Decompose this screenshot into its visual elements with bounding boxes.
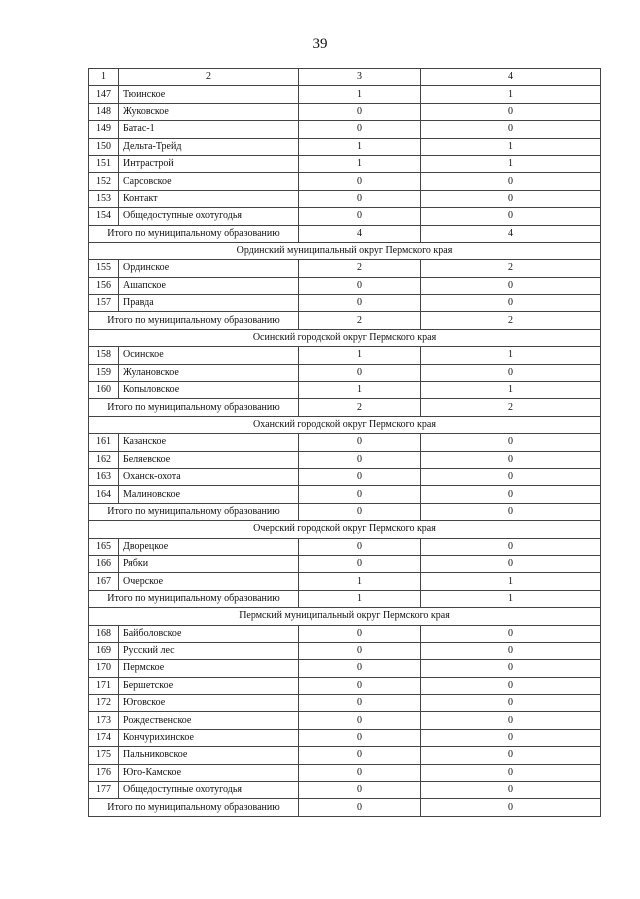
- row-col-3: 0: [299, 782, 421, 799]
- row-col-3: 0: [299, 677, 421, 694]
- district-heading-row: [89, 416, 601, 433]
- row-number: 150: [89, 138, 119, 155]
- district-heading-row: [89, 608, 601, 625]
- row-number: 163: [89, 468, 119, 485]
- row-col-3: 0: [299, 695, 421, 712]
- table-row: [89, 155, 601, 172]
- row-col-4: 0: [421, 451, 601, 468]
- row-col-3: 1: [299, 347, 421, 364]
- table-row: [89, 486, 601, 503]
- row-name: Пермское: [119, 660, 299, 677]
- total-label: Итого по муниципальному образованию: [89, 399, 299, 416]
- table-row: [89, 173, 601, 190]
- total-col-3: 2: [299, 312, 421, 329]
- row-col-4: 0: [421, 747, 601, 764]
- row-name: Интрастрой: [119, 155, 299, 172]
- row-number: 149: [89, 121, 119, 138]
- header-col-1: 1: [89, 69, 119, 86]
- total-col-3: 4: [299, 225, 421, 242]
- row-number: 170: [89, 660, 119, 677]
- total-col-3: 2: [299, 399, 421, 416]
- total-col-4: 2: [421, 399, 601, 416]
- total-col-3: 0: [299, 503, 421, 520]
- row-name: Сарсовское: [119, 173, 299, 190]
- row-number: 151: [89, 155, 119, 172]
- row-col-4: 0: [421, 103, 601, 120]
- row-col-4: 0: [421, 190, 601, 207]
- row-name: Тюинское: [119, 86, 299, 103]
- header-col-4: 4: [421, 69, 601, 86]
- total-label: Итого по муниципальному образованию: [89, 225, 299, 242]
- row-name: Юго-Камское: [119, 764, 299, 781]
- row-col-4: 0: [421, 173, 601, 190]
- table-row: [89, 677, 601, 694]
- row-name: Пальниковское: [119, 747, 299, 764]
- table-row: [89, 103, 601, 120]
- total-label: Итого по муниципальному образованию: [89, 312, 299, 329]
- row-col-3: 0: [299, 712, 421, 729]
- row-name: Беляевское: [119, 451, 299, 468]
- table-row: [89, 642, 601, 659]
- table-row: [89, 347, 601, 364]
- total-row: [89, 312, 601, 329]
- row-number: 173: [89, 712, 119, 729]
- row-number: 168: [89, 625, 119, 642]
- row-number: 154: [89, 208, 119, 225]
- row-col-3: 0: [299, 434, 421, 451]
- row-name: Ординское: [119, 260, 299, 277]
- row-col-3: 0: [299, 277, 421, 294]
- row-name: Казанское: [119, 434, 299, 451]
- district-heading: Ординский муниципальный округ Пермского края: [89, 242, 601, 259]
- row-col-3: 0: [299, 190, 421, 207]
- row-number: 164: [89, 486, 119, 503]
- table-row: [89, 468, 601, 485]
- row-col-4: 0: [421, 364, 601, 381]
- row-col-4: 0: [421, 538, 601, 555]
- row-number: 147: [89, 86, 119, 103]
- total-row: [89, 799, 601, 816]
- table-row: [89, 121, 601, 138]
- row-col-3: 1: [299, 155, 421, 172]
- row-col-4: 1: [421, 573, 601, 590]
- row-col-4: 0: [421, 642, 601, 659]
- table-row: [89, 277, 601, 294]
- table-row: [89, 295, 601, 312]
- row-col-4: 1: [421, 138, 601, 155]
- row-col-3: 0: [299, 208, 421, 225]
- row-number: 158: [89, 347, 119, 364]
- row-col-4: 0: [421, 121, 601, 138]
- table-row: [89, 573, 601, 590]
- district-heading-row: [89, 521, 601, 538]
- row-name: Очерское: [119, 573, 299, 590]
- row-name: Рябки: [119, 555, 299, 572]
- row-col-4: 1: [421, 86, 601, 103]
- header-col-3: 3: [299, 69, 421, 86]
- district-heading: Пермский муниципальный округ Пермского края: [89, 608, 601, 625]
- district-heading: Очерский городской округ Пермского края: [89, 521, 601, 538]
- row-number: 155: [89, 260, 119, 277]
- row-col-3: 0: [299, 625, 421, 642]
- row-col-4: 1: [421, 347, 601, 364]
- page-number: 39: [312, 36, 328, 52]
- header-col-2: 2: [119, 69, 299, 86]
- row-name: Дворецкое: [119, 538, 299, 555]
- row-number: 169: [89, 642, 119, 659]
- row-col-4: 1: [421, 155, 601, 172]
- row-col-3: 0: [299, 538, 421, 555]
- row-col-4: 0: [421, 712, 601, 729]
- total-row: [89, 399, 601, 416]
- total-col-4: 4: [421, 225, 601, 242]
- total-col-4: 0: [421, 503, 601, 520]
- row-number: 153: [89, 190, 119, 207]
- row-col-3: 0: [299, 747, 421, 764]
- row-col-4: 0: [421, 677, 601, 694]
- row-col-4: 1: [421, 382, 601, 399]
- table-row: [89, 382, 601, 399]
- header-row: [89, 69, 601, 86]
- row-name: Малиновское: [119, 486, 299, 503]
- row-col-4: 0: [421, 468, 601, 485]
- row-number: 152: [89, 173, 119, 190]
- row-number: 174: [89, 729, 119, 746]
- table-row: [89, 625, 601, 642]
- row-name: Копыловское: [119, 382, 299, 399]
- row-col-3: 0: [299, 103, 421, 120]
- row-col-3: 1: [299, 86, 421, 103]
- row-name: Правда: [119, 295, 299, 312]
- row-col-4: 0: [421, 782, 601, 799]
- row-number: 165: [89, 538, 119, 555]
- table-row: [89, 451, 601, 468]
- row-name: Осинское: [119, 347, 299, 364]
- row-name: Кончурихинское: [119, 729, 299, 746]
- table-row: [89, 260, 601, 277]
- row-col-4: 0: [421, 486, 601, 503]
- table-row: [89, 208, 601, 225]
- row-col-4: 0: [421, 434, 601, 451]
- row-col-4: 0: [421, 729, 601, 746]
- row-col-3: 0: [299, 642, 421, 659]
- row-col-4: 0: [421, 764, 601, 781]
- district-heading: Осинский городской округ Пермского края: [89, 329, 601, 346]
- row-name: Общедоступные охотугодья: [119, 782, 299, 799]
- row-name: Ашапское: [119, 277, 299, 294]
- row-col-3: 0: [299, 660, 421, 677]
- row-col-3: 1: [299, 573, 421, 590]
- row-col-4: 0: [421, 277, 601, 294]
- row-name: Оханск-охота: [119, 468, 299, 485]
- row-name: Дельта-Трейд: [119, 138, 299, 155]
- row-number: 167: [89, 573, 119, 590]
- row-col-3: 0: [299, 468, 421, 485]
- total-row: [89, 590, 601, 607]
- row-name: Рождественское: [119, 712, 299, 729]
- row-col-4: 2: [421, 260, 601, 277]
- row-col-4: 0: [421, 625, 601, 642]
- row-name: Юговское: [119, 695, 299, 712]
- table-row: [89, 86, 601, 103]
- total-col-4: 2: [421, 312, 601, 329]
- row-col-3: 0: [299, 364, 421, 381]
- table-row: [89, 138, 601, 155]
- total-col-4: 0: [421, 799, 601, 816]
- row-name: Байболовское: [119, 625, 299, 642]
- row-number: 162: [89, 451, 119, 468]
- row-name: Русский лес: [119, 642, 299, 659]
- table-row: [89, 747, 601, 764]
- table-row: [89, 782, 601, 799]
- row-col-4: 0: [421, 695, 601, 712]
- total-col-3: 1: [299, 590, 421, 607]
- total-col-3: 0: [299, 799, 421, 816]
- row-number: 159: [89, 364, 119, 381]
- row-number: 177: [89, 782, 119, 799]
- row-name: Батас-1: [119, 121, 299, 138]
- row-col-3: 0: [299, 295, 421, 312]
- row-col-3: 0: [299, 121, 421, 138]
- row-name: Жулановское: [119, 364, 299, 381]
- total-label: Итого по муниципальному образованию: [89, 590, 299, 607]
- table-row: [89, 660, 601, 677]
- row-number: 176: [89, 764, 119, 781]
- row-col-3: 0: [299, 729, 421, 746]
- row-col-4: 0: [421, 295, 601, 312]
- total-label: Итого по муниципальному образованию: [89, 799, 299, 816]
- row-col-4: 0: [421, 660, 601, 677]
- row-number: 172: [89, 695, 119, 712]
- total-col-4: 1: [421, 590, 601, 607]
- district-heading: Оханский городской округ Пермского края: [89, 416, 601, 433]
- hunting-grounds-table: [88, 68, 601, 817]
- row-col-3: 0: [299, 764, 421, 781]
- total-row: [89, 503, 601, 520]
- row-name: Контакт: [119, 190, 299, 207]
- table-row: [89, 695, 601, 712]
- row-number: 157: [89, 295, 119, 312]
- row-col-3: 0: [299, 451, 421, 468]
- row-number: 148: [89, 103, 119, 120]
- row-number: 171: [89, 677, 119, 694]
- row-col-3: 1: [299, 138, 421, 155]
- row-name: Жуковское: [119, 103, 299, 120]
- table-row: [89, 712, 601, 729]
- table-row: [89, 434, 601, 451]
- district-heading-row: [89, 242, 601, 259]
- row-name: Общедоступные охотугодья: [119, 208, 299, 225]
- row-col-3: 0: [299, 173, 421, 190]
- row-number: 175: [89, 747, 119, 764]
- row-name: Бершетское: [119, 677, 299, 694]
- table-row: [89, 764, 601, 781]
- row-col-3: 2: [299, 260, 421, 277]
- row-col-3: 0: [299, 486, 421, 503]
- row-col-4: 0: [421, 555, 601, 572]
- row-number: 161: [89, 434, 119, 451]
- table-row: [89, 729, 601, 746]
- table-row: [89, 538, 601, 555]
- total-row: [89, 225, 601, 242]
- row-col-3: 1: [299, 382, 421, 399]
- table-row: [89, 364, 601, 381]
- row-number: 160: [89, 382, 119, 399]
- table-row: [89, 190, 601, 207]
- row-col-3: 0: [299, 555, 421, 572]
- row-number: 156: [89, 277, 119, 294]
- district-heading-row: [89, 329, 601, 346]
- table-row: [89, 555, 601, 572]
- row-col-4: 0: [421, 208, 601, 225]
- total-label: Итого по муниципальному образованию: [89, 503, 299, 520]
- row-number: 166: [89, 555, 119, 572]
